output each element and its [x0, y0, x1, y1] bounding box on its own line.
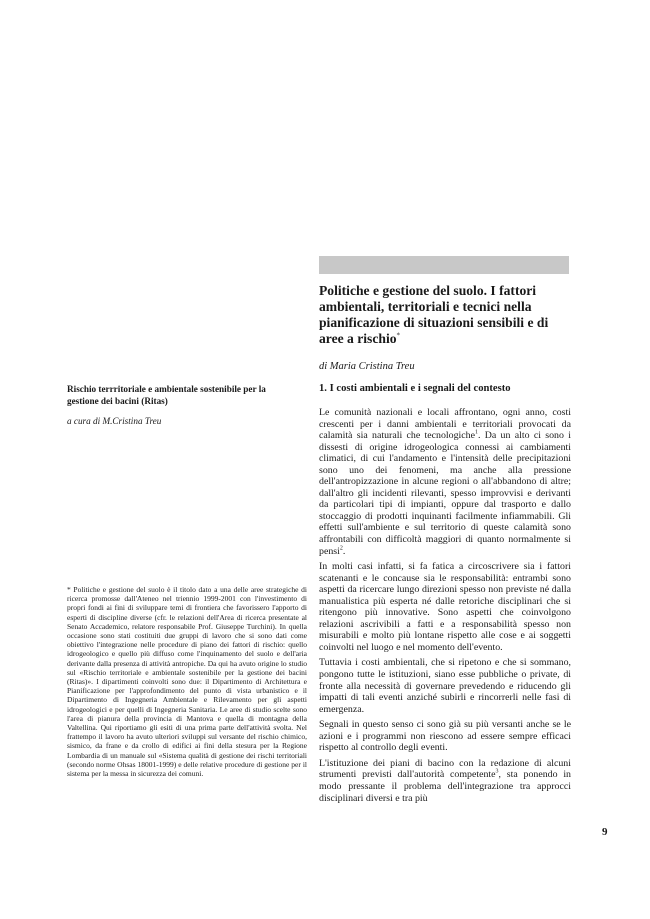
sidebar-editor: a cura di M.Cristina Treu: [67, 416, 162, 426]
paragraph-1: Le comunità nazionali e locali affrontano, ogni anno, costi crescenti per i danni ambientali e territoriali provocati da calamità sia naturali che tecnologiche$^1$. Da un alto ci sono i dissesti di origine idrogeologica connessi ai cambiamenti climatici, di cui l'andamento e l'intensità delle precipitazioni sono uno dei fenomeni, ma anche alla pressione dell'antropizzazione in alcune regioni o all'abbandono di altre; dall'altro gli incidenti rilevanti, spesso improvvisi e derivanti da particolari tipi di impianti, oppure dal trasporto e dallo stoccaggio di prodotti inquinanti facilmente infiammabili. Gli effetti sull'ambiente e sul territorio di queste calamità sono affrontabili con difficoltà maggiori di quanto normalmente si pensi$^2$.: [319, 407, 571, 557]
paragraph-2: In molti casi infatti, si fa fatica a circoscrivere sia i fattori scatenanti e le concause sia le responsabilità: entrambi sono aspetti da ricercare lungo direzioni spesso non previste né dalla manualistica più esperta né dalle retoriche disciplinari che si ritengono più innovative. Sono aspetti che coinvolgono relazioni ascrivibili a fatti e a responsabilità spesso non misurabili e molto più lontane rispetto alle cose e ai soggetti coinvolti nel luogo e nel momento dell'evento.: [319, 561, 571, 653]
paragraph-4: Segnali in questo senso ci sono già su più versanti anche se le azioni e i programmi non riescono ad essere sempre efficaci rispetto al controllo degli eventi.: [319, 719, 571, 754]
paragraph-3: Tuttavia i costi ambientali, che si ripetono e che si sommano, pongono tutte le istituzioni, siano esse pubbliche o private, di fronte alla necessità di governare prevedendo e riducendo gli impatti di tali eventi anziché subirli e rincorrerli nelle fasi di emergenza.: [319, 657, 571, 715]
sidebar-heading: Rischio terrritoriale e ambientale sostenibile per la gestione dei bacini (Ritas): [67, 384, 266, 406]
title-band: [319, 256, 569, 274]
footnote-ref-1: 1: [474, 429, 478, 436]
section-heading: 1. I costi ambientali e i segnali del contesto: [319, 383, 511, 394]
paragraph-5: L'istituzione dei piani di bacino con la redazione di alcuni strumenti previsti dall'autorità competente$^3$, sta ponendo in modo pressante il problema dell'integrazione tra approcci disciplinari diversi e tra più: [319, 757, 571, 804]
footnote-ref-2: 2: [339, 545, 343, 552]
title-footnote-mark: *: [396, 331, 401, 340]
page-number: 9: [602, 826, 608, 838]
footnote: * Politiche e gestione del suolo è il titolo dato a una delle aree strategiche di ricerca promosse dall'Ateneo nel triennio 1999-2001 con l'investimento di propri fondi ai fini di sviluppare temi di frontiera che favorissero l'apporto di esperti di discipline diverse (cfr. le relazioni dell'Area di ricerca presentate al Senato Accademico, relatore responsabile Prof. Giuseppe Turchini). In quella occasione sono stati costituiti due gruppi di lavoro che si sono dati come obiettivo l'integrazione nelle procedure di piano dei fattori di rischio: quello idrogeologico e quello più diffuso come l'inquinamento del suolo e dell'aria derivante dalla presenza di attività antropiche. Da qui ha avuto origine lo studio sul «Rischio territoriale e ambientale sostenibile per la gestione dei bacini (Ritas)». I dipartimenti coinvolti sono due: il Dipartimento di Architettura e Pianificazione per l'approfondimento del punto di vista urbanistico e il Dipartimento di Ingegneria Ambientale e Rilevamento per gli aspetti idrogeologici e per quelli di Ingegneria Sanitaria. Le aree di studio scelte sono l'area di pianura della provincia di Mantova e quella di montagna della Valtellina. Qui riportiamo gli esiti di una prima parte dell'attività svolta. Nel frattempo il lavoro ha avuto ulteriori sviluppi sul versante del rischio chimico, sismico, da frane e da crollo di edifici ai fini della stesura per la Regione Lombardia di un manuale sul «Sistema qualità di gestione dei rischi territoriali (secondo norme Ohsas 18001-1999) e delle relative procedure di gestione per il sistema per la messa in sicurezza dei comuni.: [67, 585, 307, 779]
article-author: di Maria Cristina Treu: [319, 361, 415, 372]
footnote-ref-3: 3: [495, 769, 499, 776]
article-body: [319, 407, 571, 808]
article-title: Politiche e gestione del suolo. I fattori ambientali, territoriali e tecnici nella pianificazione di situazioni sensibili e di aree a rischio*: [319, 283, 549, 346]
